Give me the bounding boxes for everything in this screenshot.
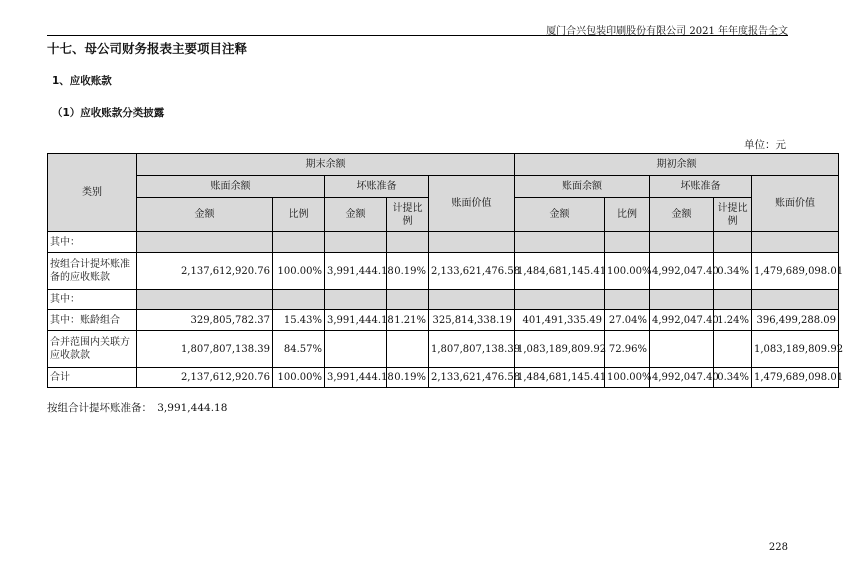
table-cell: 3,991,444.18 (325, 368, 387, 388)
table-cell: 1,807,807,138.39 (137, 331, 273, 368)
table-cell: 15.43% (273, 310, 325, 331)
table-cell (650, 232, 714, 253)
table-cell: 1,484,681,145.41 (515, 368, 605, 388)
table-cell: 1,083,189,809.92 (752, 331, 839, 368)
table-cell: 0.19% (387, 368, 429, 388)
table-cell (650, 290, 714, 310)
table-row (48, 290, 839, 310)
table-cell: 325,814,338.19 (429, 310, 515, 331)
table-cell: 1,083,189,809.92 (515, 331, 605, 368)
table-cell: 72.96% (605, 331, 650, 368)
page-number: 228 (768, 542, 788, 553)
row-label: 按组合计提坏账准备的应收账款 (48, 253, 137, 290)
end-provision-ratio-header: 计提比例 (387, 198, 429, 232)
table-cell (387, 232, 429, 253)
row-label: 其中： (48, 290, 137, 310)
table-cell: 4,992,047.40 (650, 368, 714, 388)
section-title: 十七、母公司财务报表主要项目注释 (47, 41, 248, 56)
table-cell: 4,992,047.40 (650, 253, 714, 290)
row-label: 合计 (48, 368, 137, 388)
end-book-balance-header: 账面余额 (137, 176, 325, 198)
table-row (48, 253, 839, 290)
begin-book-balance-header: 账面余额 (515, 176, 650, 198)
end-ratio-header: 比例 (273, 198, 325, 232)
table-cell: 1.21% (387, 310, 429, 331)
table-row (48, 368, 839, 388)
begin-book-value-header: 账面价值 (752, 176, 839, 232)
row-label: 其中： (48, 232, 137, 253)
table-cell: 100.00% (605, 253, 650, 290)
begin-balance-header: 期初余额 (515, 154, 839, 176)
table-cell: 27.04% (605, 310, 650, 331)
table-cell (515, 290, 605, 310)
receivables-table (47, 153, 843, 388)
begin-bad-debt-header: 坏账准备 (650, 176, 752, 198)
table-cell (714, 290, 752, 310)
table-cell: 396,499,288.09 (752, 310, 839, 331)
subsubsection-title: （1）应收账款分类披露 (52, 107, 165, 119)
table-cell: 4,992,047.40 (650, 310, 714, 331)
table-cell: 401,491,335.49 (515, 310, 605, 331)
table-cell (714, 232, 752, 253)
table-cell: 1,479,689,098.01 (752, 368, 839, 388)
table-cell (605, 290, 650, 310)
begin-provision-ratio-header: 计提比例 (714, 198, 752, 232)
table-cell (325, 290, 387, 310)
table-cell (429, 290, 515, 310)
table-cell: 3,991,444.18 (325, 310, 387, 331)
end-bad-debt-header: 坏账准备 (325, 176, 429, 198)
table-cell (273, 290, 325, 310)
table-cell (387, 290, 429, 310)
table-cell: 0.34% (714, 253, 752, 290)
table-cell: 1.24% (714, 310, 752, 331)
begin-amount-header: 金额 (515, 198, 605, 232)
table-cell (137, 232, 273, 253)
table-cell (325, 331, 387, 368)
table-cell (752, 290, 839, 310)
table-row (48, 310, 839, 331)
row-label: 合并范围内关联方应收款款 (48, 331, 137, 368)
table-cell: 100.00% (273, 368, 325, 388)
unit-label: 单位：元 (744, 139, 786, 151)
table-cell: 2,137,612,920.76 (137, 253, 273, 290)
table-cell: 0.34% (714, 368, 752, 388)
table-cell: 2,133,621,476.58 (429, 368, 515, 388)
table-cell: 100.00% (605, 368, 650, 388)
provision-note: 按组合计提坏账准备： 3,991,444.18 (47, 402, 228, 414)
table-cell: 1,807,807,138.39 (429, 331, 515, 368)
table-cell: 3,991,444.18 (325, 253, 387, 290)
table-cell (325, 232, 387, 253)
category-header: 类别 (48, 154, 137, 232)
table-cell (429, 232, 515, 253)
table-cell: 0.19% (387, 253, 429, 290)
end-book-value-header: 账面价值 (429, 176, 515, 232)
row-label: 其中：账龄组合 (48, 310, 137, 331)
begin-provision-amount-header: 金额 (650, 198, 714, 232)
table-cell: 1,479,689,098.01 (752, 253, 839, 290)
table-cell (605, 232, 650, 253)
table-cell: 329,805,782.37 (137, 310, 273, 331)
table-row (48, 331, 839, 368)
table-cell (714, 331, 752, 368)
table-header-row (48, 176, 839, 198)
table-cell (137, 290, 273, 310)
table-cell: 2,133,621,476.58 (429, 253, 515, 290)
end-balance-header: 期末余额 (137, 154, 515, 176)
subsection-title: 1、应收账款 (52, 75, 112, 87)
report-header: 厦门合兴包装印刷股份有限公司 2021 年年度报告全文 (546, 26, 788, 37)
header-divider (47, 35, 788, 36)
table-cell: 2,137,612,920.76 (137, 368, 273, 388)
table-cell: 84.57% (273, 331, 325, 368)
table-row (48, 232, 839, 253)
begin-ratio-header: 比例 (605, 198, 650, 232)
table-cell (650, 331, 714, 368)
end-provision-amount-header: 金额 (325, 198, 387, 232)
table-cell (273, 232, 325, 253)
end-amount-header: 金额 (137, 198, 273, 232)
table-cell (387, 331, 429, 368)
table-cell: 100.00% (273, 253, 325, 290)
table-cell: 1,484,681,145.41 (515, 253, 605, 290)
table-cell (515, 232, 605, 253)
table-header-row (48, 154, 839, 176)
table-cell (752, 232, 839, 253)
